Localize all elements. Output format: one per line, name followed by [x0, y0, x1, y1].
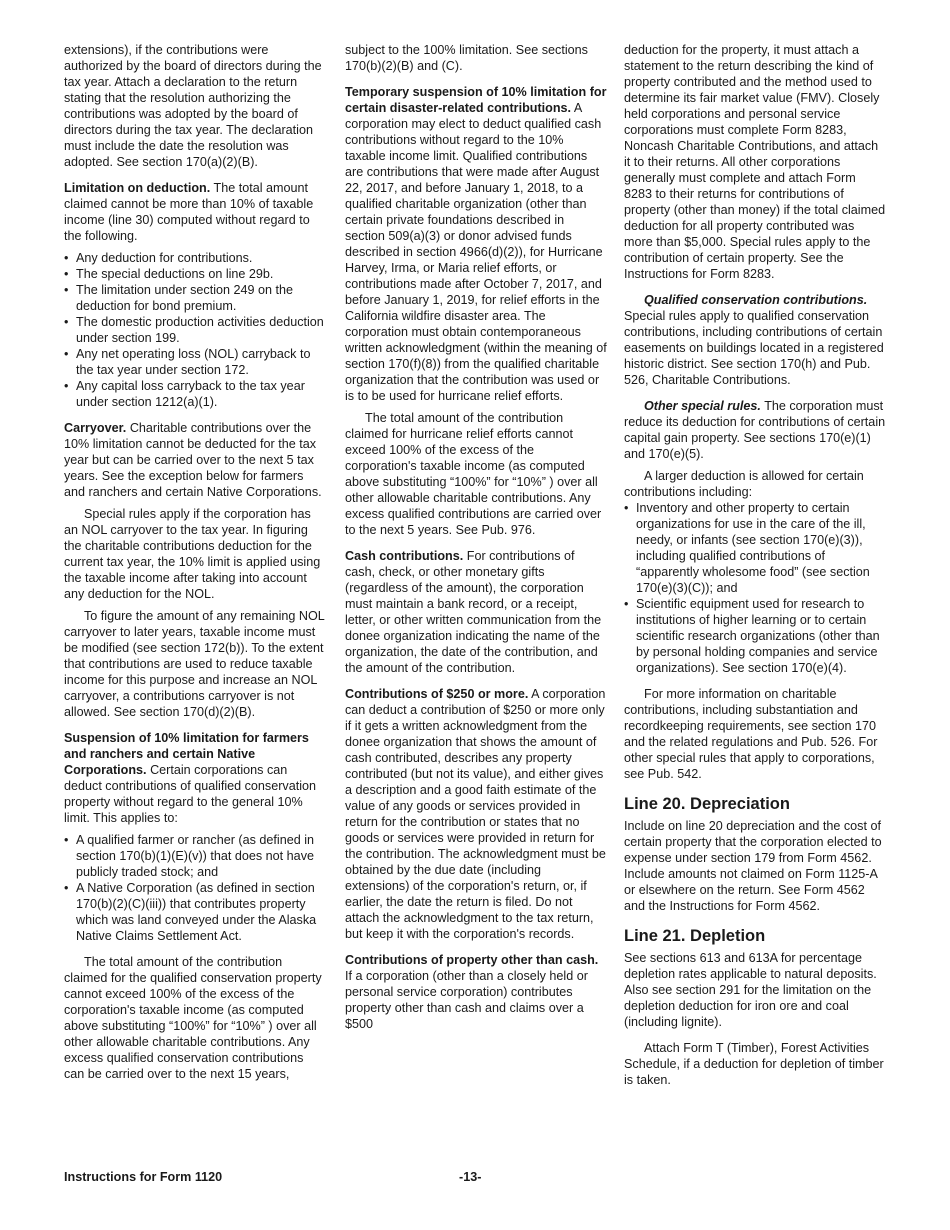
heading-250: Contributions of $250 or more. [345, 687, 529, 701]
paragraph: Special rules apply if the corporation has an NOL carryover to the tax year. In figuring the charitable contributions deduction for the current tax year, the 10% limit is applied using the taxable income after taking into account any deduction for the NOL. [64, 507, 321, 601]
heading-carryover: Carryover. [64, 421, 127, 435]
list-item: • A qualified farmer or rancher (as defined in section 170(b)(1)(E)(v)) that does not have publicly traded stock; and [64, 832, 326, 880]
text: If a corporation (other than a closely held or personal service corporation) contributes property other than cash and claims over a $500 [345, 969, 588, 1031]
list-item: • The domestic production activities deduction under section 199. [64, 314, 326, 346]
paragraph: See sections 613 and 613A for percentage depletion rates applicable to natural deposits. Also see section 291 for the limitation on the depletion deduction for iron ore and coal (including lignite). [624, 951, 877, 1029]
page-number: -13- [459, 1170, 482, 1184]
paragraph-suspension [64, 730, 326, 826]
paragraph: extensions), if the contributions were authorized by the board of directors during the tax year. Attach a declaration to the return stating that the resolution authorizing the contributions was adopted by the board of directors during the tax year. The declaration must include the date the resolution was adopted. See section 170(a)(2)(B). [64, 43, 322, 169]
paragraph: deduction for the property, it must attach a statement to the return describing the kind of property contributed and the method used to determine its fair market value (FMV). Closely held corporations and personal service corporations must complete Form 8283, Noncash Charitable Contributions, and attach it to their returns. All other corporations generally must complete and attach Form 8283 to their returns for contributions of property (other than money) if the total claimed deduction for all property contributed was more than $5,000. Special rules apply to the contribution of certain property. See the Instructions for Form 8283. [624, 43, 886, 281]
text: A corporation can deduct a contribution of $250 or more only if it gets a written acknowledgment from the donee organization that shows the amount of cash contributed, describes any property contributed (but not its value), and either gives a description and a good faith estimate of the value of any goods or services provided in return for the contribution or states that no goods or services were provided in return for the contribution. The acknowledgment must be obtained by the due date (including extensions) of the corporation's return, or, if earlier, the date the return is filed. Do not attach the acknowledgment to the tax return, but keep it with the corporation's records. [345, 687, 606, 941]
paragraph: Include on line 20 depreciation and the cost of certain property that the corporation elected to expense under section 179 from Form 4562. Include amounts not claimed on Form 1125-A or elsewhere on the return. See Form 4562 and the Instructions for Form 4562. [624, 819, 882, 913]
heading-other-special: Other special rules. [644, 399, 761, 413]
list-item: • The special deductions on line 29b. [64, 266, 326, 282]
heading-suspension: Suspension of 10% limitation for farmers and ranchers and certain Native Corporations. [64, 731, 309, 777]
heading-temporary-suspension: Temporary suspension of 10% limitation for certain disaster-related contributions. [345, 85, 607, 115]
heading-line-21: Line 21. Depletion [624, 927, 766, 945]
footer-form-title: Instructions for Form 1120 [64, 1170, 223, 1184]
paragraph: subject to the 100% limitation. See sections 170(b)(2)(B) and (C). [345, 43, 588, 73]
text: A corporation may elect to deduct qualified cash contributions without regard to the 10% taxable income limit. Qualified contributions are contributions that were made after August 22, 2017, and before January 1, 2018, to a qualified charitable organization (other than certain private foundations described in section 509(a)(3) or donor advised funds described in section 4966(d)(2)), for Hurricane Harvey, Irma, or Maria relief efforts, or contributions made after October 7, 2017, and before January 1, 2019, for relief efforts in the California wildfire disaster area. The corporation must obtain contemporaneous written acknowledgment (within the meaning of section 170(f)(8)) from the qualified charitable organization that the contribution was used or is to be used for hurricane relief efforts. [345, 101, 607, 403]
heading-cash: Cash contributions. [345, 549, 464, 563]
list-item: • Inventory and other property to certain organizations for use in the care of the ill, needy, or infants (see section 170(e)(3)), including qualified contributions of “apparently wholesome food” (see section 170(e)(3)(C)); and [624, 500, 886, 596]
paragraph-cash [345, 548, 607, 676]
list-item: • A Native Corporation (as defined in section 170(b)(2)(C)(iii)) that contributes property which was land conveyed under the Alaska Native Claims Settlement Act. [64, 880, 326, 944]
paragraph: For more information on charitable contributions, including substantiation and recordkeeping requirements, see section 170 and the related regulations and Pub. 526. For other special rules that apply to corporations, see Pub. 542. [624, 687, 878, 781]
paragraph: To figure the amount of any remaining NOL carryover to later years, taxable income must be modified (see section 172(b)). To the extent that contributions are used to reduce taxable income for this purpose and increase an NOL carryover, a contributions carryover is not allowed. See section 170(d)(2)(B). [64, 609, 325, 719]
list-item: • Any capital loss carryback to the tax year under section 1212(a)(1). [64, 378, 326, 410]
list-item: • Any deduction for contributions. [64, 250, 326, 266]
paragraph: A larger deduction is allowed for certain contributions including: [624, 469, 864, 499]
bullet-list [624, 500, 886, 676]
paragraph-temporary-suspension [345, 84, 607, 404]
paragraph: Attach Form T (Timber), Forest Activities Schedule, if a deduction for depletion of timber is taken. [624, 1041, 884, 1087]
text: The total amount claimed cannot be more than 10% of taxable income (line 30) computed without regard to the following. [64, 181, 314, 243]
text: Certain corporations can deduct contributions of qualified conservation property without regard to the general 10% limit. This applies to: [64, 763, 317, 825]
heading-line-20: Line 20. Depreciation [624, 795, 790, 813]
paragraph-other-special [624, 398, 886, 462]
column-1 [64, 42, 326, 1088]
list-item: • The limitation under section 249 on the deduction for bond premium. [64, 282, 326, 314]
paragraph-limitation [64, 180, 326, 244]
list-item: • Any net operating loss (NOL) carryback to the tax year under section 172. [64, 346, 326, 378]
column-3 [624, 42, 886, 1094]
paragraph: The total amount of the contribution claimed for the qualified conservation property cannot exceed 100% of the excess of the corporation's taxable income (as computed above substituting “100%” for “10%” ) over all other allowable charitable contributions. Any excess qualified conservation contributions can be carried over to the next 15 years, [64, 955, 322, 1081]
bullet-list [64, 250, 326, 410]
bullet-list [64, 832, 326, 944]
text: Special rules apply to qualified conservation contributions, including contributions of certain easements on buildings located in a registered historic district. See section 170(h) and Pub. 526, Charitable Contributions. [624, 309, 884, 387]
heading-property: Contributions of property other than cash. [345, 953, 599, 967]
paragraph-property [345, 952, 607, 1032]
text: Charitable contributions over the 10% limitation cannot be deducted for the tax year but can be carried over to the next 5 tax years. See the exception below for farmers and ranchers and certain Native Corporations. [64, 421, 322, 499]
text: The corporation must reduce its deduction for contributions of certain capital gain property. See sections 170(e)(1) and 170(e)(5). [624, 399, 886, 461]
paragraph-carryover [64, 420, 326, 500]
paragraph-250 [345, 686, 607, 942]
text: For contributions of cash, check, or other monetary gifts (regardless of the amount), the corporation must maintain a bank record, or a receipt, letter, or other written communication from the donee organization indicating the name of the organization, the date of the contribution, and the amount of the contribution. [345, 549, 602, 675]
list-item: • Scientific equipment used for research to institutions of higher learning or to certain scientific research organizations (other than by personal holding companies and service organizations). See section 170(e)(4). [624, 596, 886, 676]
heading-limitation: Limitation on deduction. [64, 181, 211, 195]
paragraph-qualified-conservation [624, 292, 886, 388]
heading-qualified-conservation: Qualified conservation contributions. [644, 293, 868, 307]
column-2 [345, 42, 607, 1038]
paragraph: The total amount of the contribution claimed for hurricane relief efforts cannot exceed 100% of the excess of the corporation's taxable income (as computed above substituting “100%” for “10%” ) over all other allowable charitable contributions. Any excess qualified contributions are carried over to the next 5 years. See Pub. 976. [345, 411, 602, 537]
